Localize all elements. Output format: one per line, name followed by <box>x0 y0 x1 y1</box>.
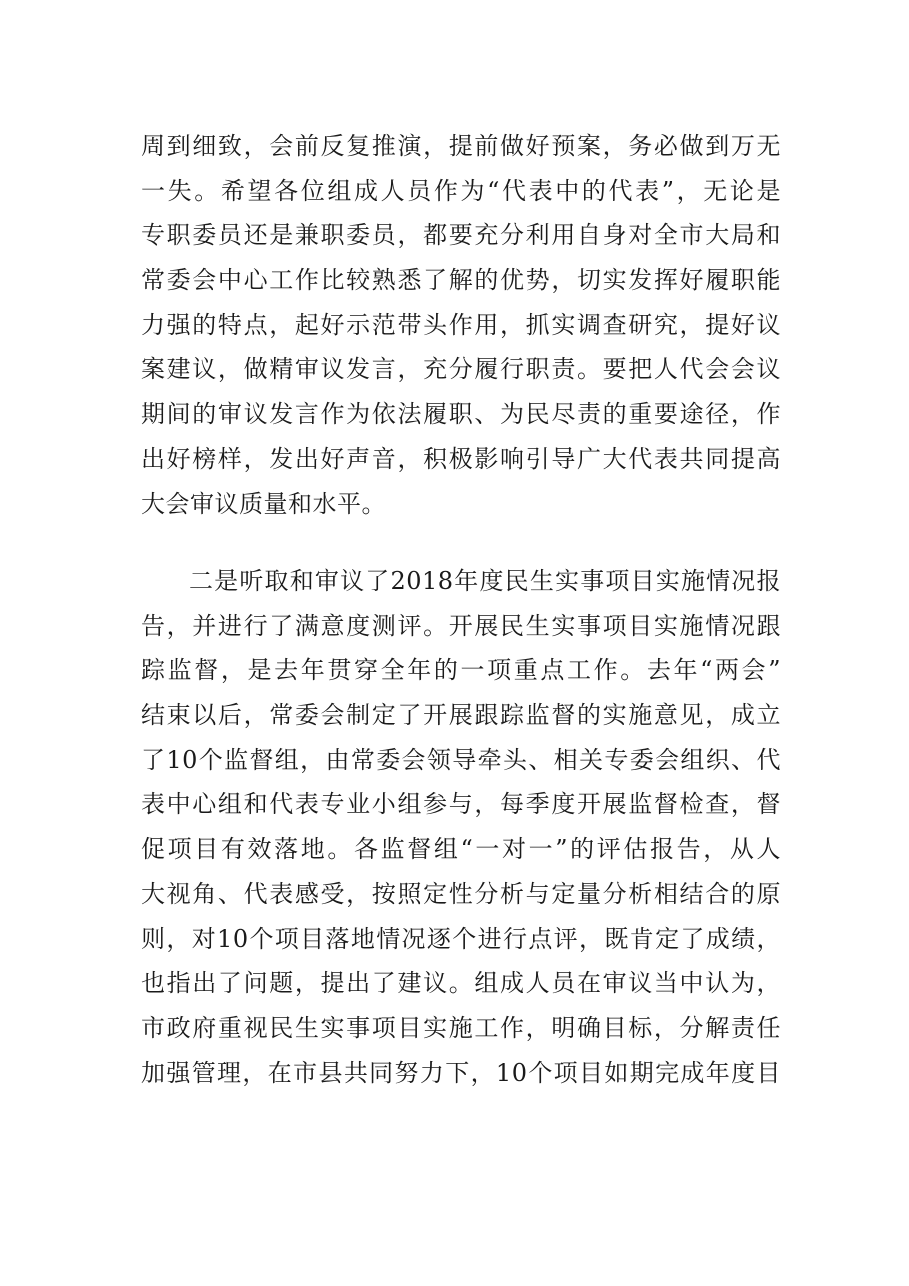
paragraph-line: 踪监督，是去年贯穿全年的一项重点工作。去年“两会” <box>141 656 781 685</box>
paragraph-line: 期间的审议发言作为依法履职、为民尽责的重要途径，作 <box>141 400 781 429</box>
paragraph-line: 二是听取和审议了2018年度民生实事项目实施情况报 <box>189 567 781 595</box>
paragraph-line: 告，并进行了满意度测评。开展民生实事项目实施情况跟 <box>141 611 781 640</box>
paragraph-line: 促项目有效落地。各监督组“一对一”的评估报告，从人 <box>141 835 781 864</box>
paragraph-line: 出好榜样，发出好声音，积极影响引导广大代表共同提高 <box>141 444 781 473</box>
paragraph-1 <box>141 124 781 526</box>
paragraph-line: 结束以后，常委会制定了开展跟踪监督的实施意见，成立 <box>141 701 781 730</box>
paragraph-line: 一失。希望各位组成人员作为“代表中的代表”，无论是 <box>141 176 781 205</box>
paragraph-line: 周到细致，会前反复推演，提前做好预案，务必做到万无 <box>141 132 781 160</box>
paragraph-line: 大会审议质量和水平。 <box>141 489 386 518</box>
paragraph-line: 加强管理，在市县共同努力下，10个项目如期完成年度目 <box>141 1058 781 1087</box>
paragraph-line: 市政府重视民生实事项目实施工作，明确目标，分解责任 <box>141 1013 781 1042</box>
paragraph-line: 常委会中心工作比较熟悉了解的优势，切实发挥好履职能 <box>141 266 781 295</box>
paragraph-line: 专职委员还是兼职委员，都要充分利用自身对全市大局和 <box>141 221 781 250</box>
paragraph-line: 大视角、代表感受，按照定性分析与定量分析相结合的原 <box>141 879 781 908</box>
paragraph-line: 表中心组和代表专业小组参与，每季度开展监督检查，督 <box>141 790 781 819</box>
paragraph-line: 则，对10个项目落地情况逐个进行点评，既肯定了成绩， <box>141 924 781 953</box>
paragraph-line: 了10个监督组，由常委会领导牵头、相关专委会组织、代 <box>141 745 781 774</box>
paragraph-line: 案建议，做精审议发言，充分履行职责。要把人代会会议 <box>141 355 781 384</box>
paragraph-2 <box>141 559 781 1095</box>
paragraph-line: 也指出了问题，提出了建议。组成人员在审议当中认为， <box>141 969 781 998</box>
paragraph-line: 力强的特点，起好示范带头作用，抓实调查研究，提好议 <box>141 310 781 339</box>
